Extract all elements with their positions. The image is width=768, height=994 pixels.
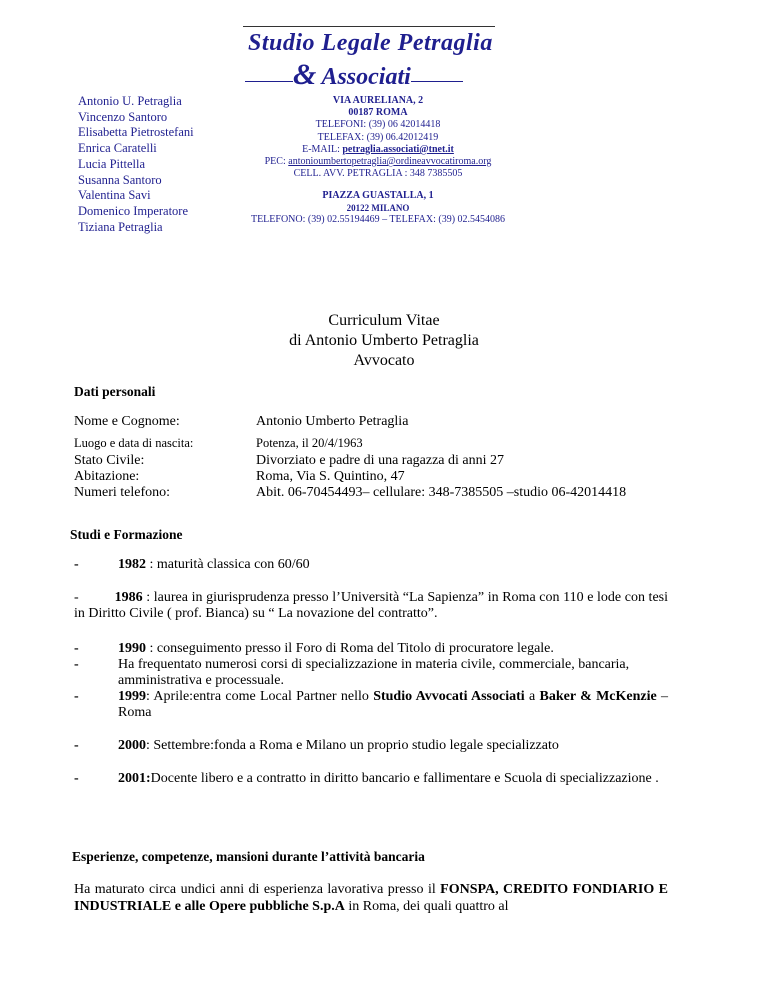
roma-email-line: [240, 144, 516, 156]
roma-pec-line: [220, 156, 536, 168]
row-value: Roma, Via S. Quintino, 47: [256, 469, 405, 484]
personal-row-name: [74, 414, 626, 434]
firm-name-line2: [245, 58, 463, 92]
row-label: Nome e Cognome:: [74, 414, 180, 429]
partner-name: Tiziana Petraglia: [78, 219, 163, 234]
roma-street: VIA AURELIANA, 2: [332, 95, 424, 106]
partner-name: Antonio U. Petraglia: [78, 94, 182, 108]
partner-name: Lucia Pittella: [78, 156, 145, 171]
row-label: Luogo e data di nascita:: [74, 436, 194, 450]
list-item: - Ha frequentato numerosi corsi di specializzazione in materia civile, commerciale, bancaria, amministrativa e processuale.: [74, 657, 630, 688]
email-link[interactable]: petraglia.associati@tnet.it: [342, 143, 454, 155]
personal-row-address: [74, 469, 626, 485]
milano-office-address: [240, 190, 516, 227]
section-heading-studi: Studi e Formazione: [70, 527, 183, 542]
list-item: - 2000: Settembre:fonda a Roma e Milano un proprio studio legale specializzato: [74, 738, 559, 753]
cv-title: [0, 311, 768, 371]
cv-title-line2: di Antonio Umberto Petraglia: [289, 332, 479, 349]
personal-data-table: [74, 414, 626, 501]
partners-list: [78, 94, 194, 235]
list-dash: -: [74, 590, 79, 605]
list-dash: -: [74, 641, 79, 656]
list-item: - 1990 : conseguimento presso il Foro di Roma del Titolo di procuratore legale.: [74, 641, 554, 656]
partner-name: Enrica Caratelli: [78, 141, 157, 156]
cv-title-line1: Curriculum Vitae: [328, 312, 440, 329]
list-dash: -: [74, 557, 79, 572]
row-value: Abit. 06-70454493– cellulare: 348-7385505 –studio 06-42014418: [256, 485, 627, 500]
letterhead-top-rule: [243, 26, 495, 27]
section-heading-esperienze: Esperienze, competenze, mansioni durante l’attività bancaria: [72, 849, 425, 864]
list-dash: -: [74, 689, 79, 704]
partner-name: Susanna Santoro: [78, 172, 162, 187]
roma-city: 00187 ROMA: [348, 107, 408, 119]
firm-underline-left: [245, 81, 293, 82]
milano-city: 20122 MILANO: [346, 203, 410, 214]
roma-telefax: TELEFAX: (39) 06.42012419: [317, 131, 439, 143]
section-heading-dati-personali: Dati personali: [74, 384, 156, 399]
roma-office-address: [240, 95, 516, 180]
firm-ampersand: &: [293, 58, 317, 91]
row-label: Stato Civile:: [74, 453, 145, 468]
partner-name: Valentina Savi: [78, 188, 151, 203]
pec-label: PEC:: [264, 156, 289, 168]
pec-link[interactable]: antonioumbertopetraglia@ordineavvocatiroma.org: [288, 156, 492, 168]
personal-row-birth: [74, 434, 626, 453]
list-item: - 2001:Docente libero e a contratto in diritto bancario e fallimentare e Scuola di specializzazione .: [74, 771, 659, 786]
email-label: E-MAIL:: [302, 143, 343, 155]
list-item: - 1986 : laurea in giurisprudenza presso l’Università “La Sapienza” in Roma con 110 e lode con tesi in Diritto Civile ( prof. Bianca) su “ La novazione del contratto”.: [74, 590, 668, 621]
row-label: Numeri telefono:: [74, 485, 171, 500]
list-item: [74, 557, 694, 573]
roma-telefoni: TELEFONI: (39) 06 42014418: [315, 119, 441, 131]
firm-name-line1: Studio Legale Petraglia: [248, 30, 493, 56]
row-value: Potenza, il 20/4/1963: [256, 436, 363, 450]
roma-cell: CELL. AVV. PETRAGLIA : 348 7385505: [293, 168, 463, 180]
partner-name: Elisabetta Pietrostefani: [78, 125, 194, 140]
partner-name: Vincenzo Santoro: [78, 109, 168, 124]
firm-associati: Associati: [321, 64, 411, 90]
milano-phones: TELEFONO: (39) 02.55194469 – TELEFAX: (39) 02.5454086: [250, 214, 506, 226]
list-dash: -: [74, 771, 79, 786]
cv-title-line3: Avvocato: [353, 352, 415, 369]
milano-street: PIAZZA GUASTALLA, 1: [322, 190, 434, 201]
row-value: Antonio Umberto Petraglia: [256, 414, 409, 429]
firm-underline-right: [411, 81, 463, 82]
list-dash: -: [74, 738, 79, 753]
list-item: - 1999: Aprile:entra come Local Partner nello Studio Avvocati Associati a Baker & McKenzie – Roma: [74, 689, 669, 720]
item-text: 1982 : maturità classica con 60/60: [118, 557, 310, 572]
personal-row-phones: [74, 485, 626, 501]
row-value: Divorziato e padre di una ragazza di anni 27: [256, 453, 505, 468]
list-dash: -: [74, 657, 79, 672]
esperienze-paragraph: Ha maturato circa undici anni di esperienza lavorativa presso il FONSPA, CREDITO FONDIARIO E INDUSTRIALE e alle Opere pubbliche S.p.A in Roma, dei quali quattro al: [74, 882, 669, 914]
partner-name: Domenico Imperatore: [78, 203, 189, 218]
row-label: Abitazione:: [74, 469, 140, 484]
personal-row-civil-status: [74, 453, 626, 469]
